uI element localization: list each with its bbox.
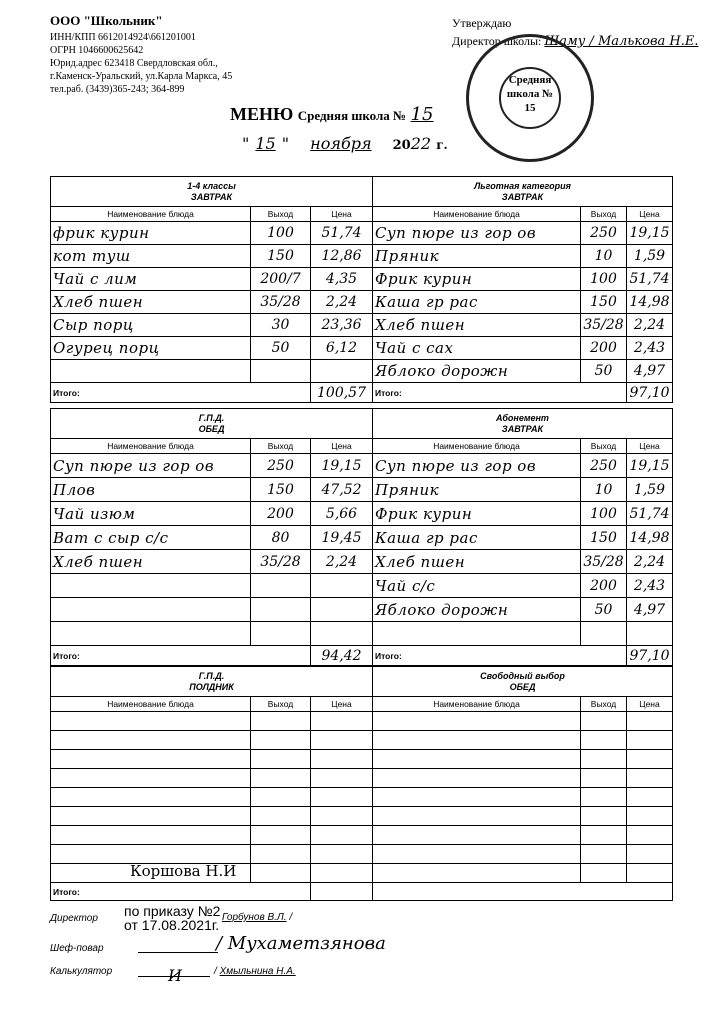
- price-col-header: Цена: [311, 207, 373, 222]
- dish-price: 2,24: [311, 291, 373, 314]
- dish-name: Фрик курин: [373, 268, 581, 291]
- dish-col-header: Наименование блюда: [373, 697, 581, 712]
- dish-name: [373, 788, 581, 807]
- dish-price: [311, 788, 373, 807]
- dish-price: 2,43: [627, 574, 673, 598]
- section-category: 1-4 классы: [187, 180, 236, 191]
- dish-price: 51,74: [627, 502, 673, 526]
- menu-date: [242, 134, 448, 153]
- table-row: [51, 222, 673, 245]
- dish-price: 4,97: [627, 360, 673, 383]
- quote: ": [242, 134, 250, 153]
- dish-yield: [581, 622, 627, 646]
- dish-name: [51, 731, 251, 750]
- total-value: 97,10: [627, 383, 673, 403]
- dish-price: [311, 731, 373, 750]
- dish-name: Каша гр рас: [373, 526, 581, 550]
- dish-name: Чай с сах: [373, 337, 581, 360]
- director-signature: Шаму / Малькова Н.Е.: [544, 34, 699, 49]
- yield-col-header: Выход: [251, 207, 311, 222]
- section-category: Льготная категория: [474, 180, 571, 191]
- dish-price: [627, 807, 673, 826]
- dish-price: 2,24: [627, 550, 673, 574]
- yield-col-header: Выход: [581, 207, 627, 222]
- dish-price: [311, 574, 373, 598]
- dish-price: [311, 360, 373, 383]
- director-label: Директор школы:: [452, 34, 542, 48]
- approve-label: Утверждаю: [452, 16, 512, 30]
- chef-label: Шеф-повар: [50, 943, 104, 954]
- table-row: [51, 807, 673, 826]
- dish-yield: 150: [251, 478, 311, 502]
- dish-yield: 200: [581, 574, 627, 598]
- dish-price: 1,59: [627, 478, 673, 502]
- dish-price: 51,74: [311, 222, 373, 245]
- dish-col-header: Наименование блюда: [51, 439, 251, 454]
- dish-price: 19,15: [311, 454, 373, 478]
- dish-price: [627, 750, 673, 769]
- dish-name: Чай с лим: [51, 268, 251, 291]
- date-month: ноября: [310, 134, 372, 153]
- calc-signature: И: [168, 966, 182, 985]
- dish-yield: 200: [251, 502, 311, 526]
- dish-name: Фрик курин: [373, 502, 581, 526]
- org-line: тел.раб. (3439)365-243; 364-899: [50, 84, 185, 95]
- school-stamp: [466, 34, 594, 162]
- menu-table: [50, 176, 673, 403]
- dish-name: [51, 360, 251, 383]
- dish-yield: [581, 731, 627, 750]
- director-name: Горбунов В.Л. /: [222, 912, 293, 923]
- dish-price: 47,52: [311, 478, 373, 502]
- date-day: 15: [255, 134, 276, 153]
- dish-name: [51, 598, 251, 622]
- price-col-header: Цена: [627, 207, 673, 222]
- dish-price: [311, 769, 373, 788]
- dish-price: [627, 731, 673, 750]
- dish-price: 51,74: [627, 268, 673, 291]
- total-label: Итого:: [51, 883, 311, 901]
- total-value: 97,10: [627, 646, 673, 666]
- dish-price: 4,97: [627, 598, 673, 622]
- director-name-text: Горбунов В.Л.: [222, 912, 287, 923]
- dish-price: 2,43: [627, 337, 673, 360]
- table-row: [51, 245, 673, 268]
- dish-price: [311, 864, 373, 883]
- dish-name: [373, 750, 581, 769]
- stamp-center: Средняя школа № 15: [499, 67, 561, 129]
- dish-name: Хлеб пшен: [373, 314, 581, 337]
- dish-col-header: Наименование блюда: [373, 207, 581, 222]
- dish-name: фрик курин: [51, 222, 251, 245]
- dish-price: [627, 712, 673, 731]
- table-row: [51, 526, 673, 550]
- dish-name: Ват с сыр с/с: [51, 526, 251, 550]
- dish-yield: 200/7: [251, 268, 311, 291]
- table-row: [51, 550, 673, 574]
- dish-yield: 30: [251, 314, 311, 337]
- order-line: по приказу №2: [124, 903, 221, 919]
- dish-yield: 150: [581, 526, 627, 550]
- dish-yield: 50: [581, 598, 627, 622]
- school-number: 15: [410, 104, 434, 125]
- dish-price: 5,66: [311, 502, 373, 526]
- dish-price: 4,35: [311, 268, 373, 291]
- dish-yield: [251, 574, 311, 598]
- table-row: [51, 337, 673, 360]
- dish-yield: 80: [251, 526, 311, 550]
- calc-name: / Хмыльнина Н.А.: [214, 966, 296, 977]
- dish-yield: 250: [581, 454, 627, 478]
- dish-name: [51, 622, 251, 646]
- dish-yield: 250: [251, 454, 311, 478]
- dish-name: [51, 826, 251, 845]
- dish-yield: [251, 845, 311, 864]
- dish-yield: [251, 807, 311, 826]
- menu-word: МЕНЮ: [230, 104, 294, 124]
- dish-price: 19,45: [311, 526, 373, 550]
- table-row: [51, 712, 673, 731]
- kalk-name: Коршова Н.И: [130, 862, 237, 880]
- meal-type: ОБЕД: [198, 423, 225, 434]
- dish-yield: 10: [581, 478, 627, 502]
- section-category: Свободный выбор: [480, 670, 565, 681]
- table-row: [51, 731, 673, 750]
- dish-yield: [581, 788, 627, 807]
- total-value: [311, 883, 373, 901]
- dish-price: 12,86: [311, 245, 373, 268]
- dish-price: [627, 788, 673, 807]
- quote: ": [281, 134, 290, 153]
- dish-name: Суп пюре из гор ов: [51, 454, 251, 478]
- dish-name: Яблоко дорожн: [373, 598, 581, 622]
- dish-name: [373, 731, 581, 750]
- dish-name: Огурец порц: [51, 337, 251, 360]
- dish-name: Хлеб пшен: [51, 291, 251, 314]
- section-category: Г.П.Д.: [198, 412, 225, 423]
- dish-price: [627, 622, 673, 646]
- calc-label: Калькулятор: [50, 966, 113, 977]
- dish-col-header: Наименование блюда: [373, 439, 581, 454]
- dish-name: Суп пюре из гор ов: [373, 222, 581, 245]
- year: 22: [410, 134, 432, 153]
- dish-yield: 10: [581, 245, 627, 268]
- dish-yield: [251, 622, 311, 646]
- dish-yield: 150: [581, 291, 627, 314]
- dish-col-header: Наименование блюда: [51, 697, 251, 712]
- section-category: Г.П.Д.: [198, 670, 225, 681]
- dish-price: 19,15: [627, 222, 673, 245]
- total-value: 94,42: [311, 646, 373, 666]
- dish-name: Чай изюм: [51, 502, 251, 526]
- dish-yield: [251, 788, 311, 807]
- meal-type: ОБЕД: [509, 681, 536, 692]
- dish-price: 14,98: [627, 291, 673, 314]
- approval-block: [452, 14, 699, 51]
- year-prefix: 20: [392, 138, 411, 153]
- total-label: Итого:: [51, 646, 311, 666]
- table-row: [51, 622, 673, 646]
- organization-block: [50, 14, 232, 96]
- table-row: [51, 478, 673, 502]
- dish-price: 23,36: [311, 314, 373, 337]
- dish-yield: [581, 712, 627, 731]
- menu-title: [230, 104, 434, 125]
- table-row: [51, 845, 673, 864]
- dish-price: 2,24: [627, 314, 673, 337]
- org-line: ОГРН 1046600625642: [50, 45, 144, 56]
- dish-yield: [251, 598, 311, 622]
- dish-yield: 50: [581, 360, 627, 383]
- table-row: [51, 291, 673, 314]
- price-col-header: Цена: [311, 439, 373, 454]
- dish-yield: [251, 731, 311, 750]
- dish-yield: [251, 360, 311, 383]
- dish-name: [51, 788, 251, 807]
- org-name: ООО "Школьник": [50, 13, 163, 28]
- dish-price: [627, 845, 673, 864]
- dish-yield: [581, 750, 627, 769]
- dish-name: [373, 712, 581, 731]
- dish-name: [51, 807, 251, 826]
- school-label: Средняя школа №: [297, 108, 407, 123]
- dish-name: [51, 845, 251, 864]
- dish-price: 14,98: [627, 526, 673, 550]
- dish-yield: 35/28: [251, 550, 311, 574]
- dish-price: 2,24: [311, 550, 373, 574]
- meal-type: ПОЛДНИК: [189, 681, 234, 692]
- dish-name: Хлеб пшен: [373, 550, 581, 574]
- section-title: [51, 177, 373, 207]
- yield-col-header: Выход: [251, 439, 311, 454]
- dish-price: [627, 864, 673, 883]
- dish-name: [51, 574, 251, 598]
- org-line: г.Каменск-Уральский, ул.Карла Маркса, 45: [50, 71, 233, 82]
- dish-price: [627, 826, 673, 845]
- dish-yield: 150: [251, 245, 311, 268]
- dish-name: Плов: [51, 478, 251, 502]
- dish-name: [373, 845, 581, 864]
- empty-cell: [373, 883, 673, 901]
- table-row: [51, 574, 673, 598]
- dish-yield: [251, 750, 311, 769]
- meal-type: ЗАВТРАК: [190, 191, 233, 202]
- table-row: [51, 750, 673, 769]
- meal-type: ЗАВТРАК: [501, 423, 544, 434]
- section-title: [51, 409, 373, 439]
- director-footer-label: Директор: [50, 913, 98, 924]
- table-row: [51, 268, 673, 291]
- total-label: Итого:: [373, 646, 627, 666]
- section-title: [373, 177, 673, 207]
- dish-price: 6,12: [311, 337, 373, 360]
- chef-sign-line: [138, 952, 218, 953]
- total-label: Итого:: [51, 383, 311, 403]
- dish-yield: [581, 807, 627, 826]
- dish-name: [51, 769, 251, 788]
- menu-table: [50, 408, 673, 666]
- chef-signature: / Мухаметзянова: [216, 933, 386, 954]
- calc-name-text: Хмыльнина Н.А.: [219, 966, 296, 977]
- price-col-header: Цена: [627, 439, 673, 454]
- dish-name: Сыр порц: [51, 314, 251, 337]
- yield-col-header: Выход: [251, 697, 311, 712]
- dish-yield: 200: [581, 337, 627, 360]
- dish-name: [373, 622, 581, 646]
- table-row: [51, 598, 673, 622]
- dish-yield: 35/28: [581, 314, 627, 337]
- dish-yield: 250: [581, 222, 627, 245]
- order-line: от 17.08.2021г.: [124, 917, 220, 933]
- dish-yield: [581, 826, 627, 845]
- price-col-header: Цена: [311, 697, 373, 712]
- dish-yield: 50: [251, 337, 311, 360]
- dish-name: Чай с/с: [373, 574, 581, 598]
- dish-name: [373, 864, 581, 883]
- dish-price: [311, 826, 373, 845]
- date-suffix: г.: [436, 138, 448, 152]
- dish-price: [311, 598, 373, 622]
- section-title: [373, 667, 673, 697]
- dish-price: [311, 622, 373, 646]
- table-row: [51, 769, 673, 788]
- table-row: [51, 788, 673, 807]
- dish-yield: [581, 769, 627, 788]
- table-row: [51, 502, 673, 526]
- dish-yield: [251, 712, 311, 731]
- yield-col-header: Выход: [581, 439, 627, 454]
- section-title: [373, 409, 673, 439]
- table-row: [51, 826, 673, 845]
- dish-price: 19,15: [627, 454, 673, 478]
- yield-col-header: Выход: [581, 697, 627, 712]
- dish-price: [311, 807, 373, 826]
- dish-price: [627, 769, 673, 788]
- dish-yield: 100: [251, 222, 311, 245]
- dish-yield: 100: [581, 268, 627, 291]
- dish-yield: [581, 845, 627, 864]
- dish-price: [311, 845, 373, 864]
- dish-yield: [251, 769, 311, 788]
- dish-name: Хлеб пшен: [51, 550, 251, 574]
- dish-name: [373, 826, 581, 845]
- meal-type: ЗАВТРАК: [501, 191, 544, 202]
- dish-price: [311, 750, 373, 769]
- section-category: Абонемент: [496, 412, 549, 423]
- dish-name: кот туш: [51, 245, 251, 268]
- order-note: [124, 904, 220, 932]
- dish-name: Яблоко дорожн: [373, 360, 581, 383]
- org-line: Юрид.адрес 623418 Свердловская обл.,: [50, 58, 218, 69]
- dish-yield: [581, 864, 627, 883]
- dish-name: Каша гр рас: [373, 291, 581, 314]
- total-label: Итого:: [373, 383, 627, 403]
- dish-price: 1,59: [627, 245, 673, 268]
- dish-name: Суп пюре из гор ов: [373, 454, 581, 478]
- dish-yield: [251, 826, 311, 845]
- total-value: 100,57: [311, 383, 373, 403]
- section-title: [51, 667, 373, 697]
- dish-yield: [251, 864, 311, 883]
- dish-price: [311, 712, 373, 731]
- dish-col-header: Наименование блюда: [51, 207, 251, 222]
- dish-name: [373, 769, 581, 788]
- dish-yield: 35/28: [251, 291, 311, 314]
- dish-name: Пряник: [373, 245, 581, 268]
- price-col-header: Цена: [627, 697, 673, 712]
- table-row: [51, 360, 673, 383]
- org-line: ИНН/КПП 6612014924\661201001: [50, 32, 196, 43]
- dish-name: [51, 712, 251, 731]
- table-row: [51, 454, 673, 478]
- table-row: [51, 314, 673, 337]
- dish-name: [51, 750, 251, 769]
- dish-name: [373, 807, 581, 826]
- dish-yield: 35/28: [581, 550, 627, 574]
- dish-yield: 100: [581, 502, 627, 526]
- dish-name: Пряник: [373, 478, 581, 502]
